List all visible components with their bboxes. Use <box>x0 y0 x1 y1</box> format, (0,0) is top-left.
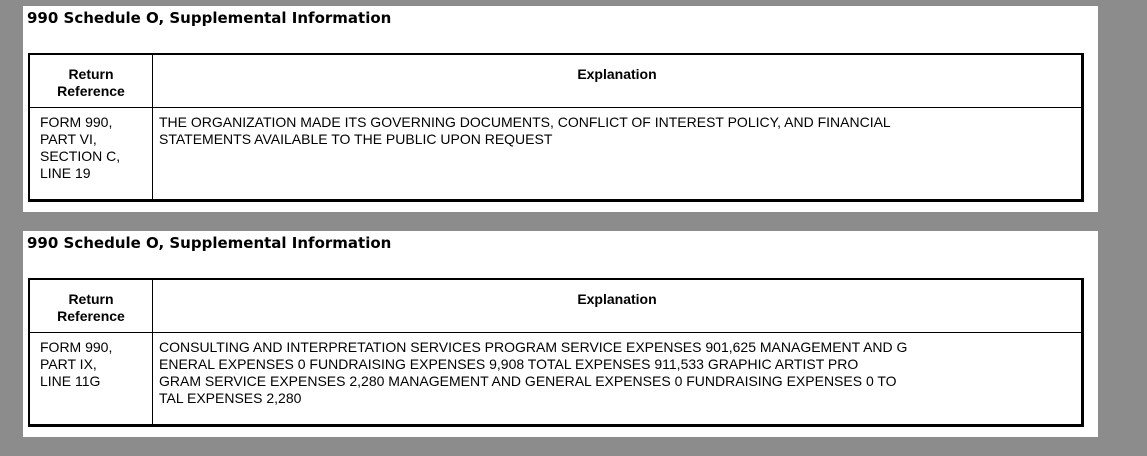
explanation-header-label: Explanation <box>577 66 657 82</box>
explanation-cell <box>153 108 1083 201</box>
explanation-value: CONSULTING AND INTERPRETATION SERVICES PROGRAM SERVICE EXPENSES 901,625 MANAGEMENT AND G ENERAL EXPENSES 0 FUNDRAISING EXPENSES 9,908 TOTAL EXPENSES 911,533 GRAPHIC ARTIST PRO GRAM SERVICE EXPENSES 2,280 MANAGEMENT AND GENERAL EXPENSES 0 FUNDRAISING EXPENSES 0 TO TAL EXPENSES 2,280 <box>159 339 908 406</box>
explanation-header <box>153 279 1083 333</box>
table-row <box>29 108 1083 201</box>
page-title: 990 Schedule O, Supplemental Information <box>27 9 392 27</box>
return-reference-cell <box>29 333 153 426</box>
return-reference-value: FORM 990, PART IX, LINE 11G <box>40 339 113 389</box>
explanation-value: THE ORGANIZATION MADE ITS GOVERNING DOCUMENTS, CONFLICT OF INTEREST POLICY, AND FINANCIAL STATEMENTS AVAILABLE TO THE PUBLIC UPON REQUEST <box>159 114 891 147</box>
return-reference-cell <box>29 108 153 201</box>
explanation-header <box>153 54 1083 108</box>
schedule-o-page-1 <box>23 6 1098 212</box>
schedule-o-page-2 <box>23 231 1098 437</box>
return-reference-header <box>29 279 153 333</box>
table-header-row <box>29 279 1083 333</box>
table-header-row <box>29 54 1083 108</box>
page-title: 990 Schedule O, Supplemental Information <box>27 234 392 252</box>
schedule-o-table <box>28 53 1084 202</box>
return-reference-value: FORM 990, PART VI, SECTION C, LINE 19 <box>40 114 121 181</box>
table-row <box>29 333 1083 426</box>
return-reference-header-label: Return Reference <box>57 66 125 99</box>
explanation-cell <box>153 333 1083 426</box>
return-reference-header-label: Return Reference <box>57 291 125 324</box>
schedule-o-table <box>28 278 1084 427</box>
return-reference-header <box>29 54 153 108</box>
explanation-header-label: Explanation <box>577 291 657 307</box>
